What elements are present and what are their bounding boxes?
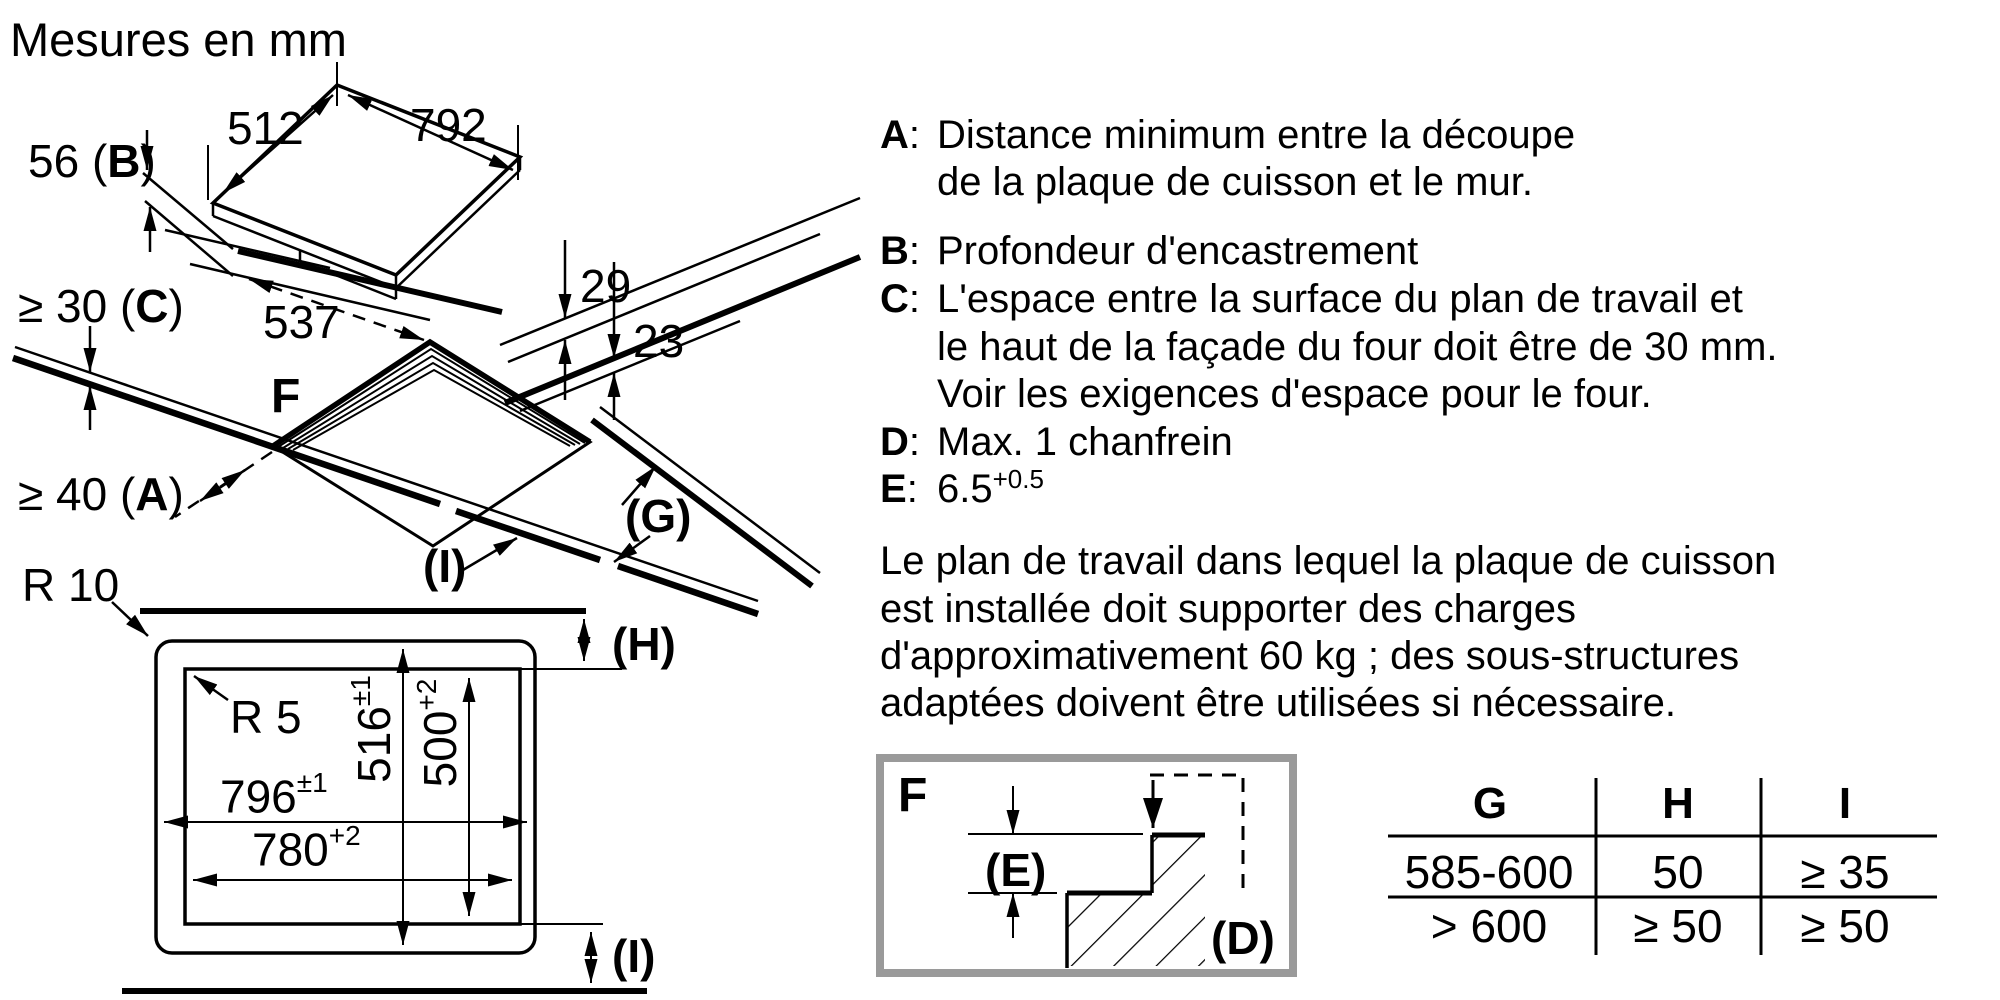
def-key-c: C: [880,277,921,321]
dim-500-label: $500^{+2}$ [410,678,467,788]
label-h: (H) [612,618,676,670]
iso-cutout-opening [273,342,590,546]
def-key-a: A: [880,113,921,157]
note-line2: est installée doit supporter des charges [880,587,1576,631]
table-cell-r1-h: 50 [1652,846,1704,898]
dim-796-label: $796^{\pm 1}$ [220,767,328,823]
note-line3: d'approximativement 60 kg ; des sous-structures [880,634,1740,678]
def-key-b: B: [880,229,921,273]
def-key-d: D: [880,420,921,464]
table-cell-r2-g: > 600 [1430,900,1548,952]
def-a-line2: de la plaque de cuisson et le mur. [937,160,1533,204]
plan-view-cutout [112,602,647,991]
note-line4: adaptées doivent être utilisées si nécessaire. [880,681,1677,725]
dim-792-label: 792 [410,99,487,151]
table-cell-r2-h: ≥ 50 [1633,900,1723,952]
detail-ref-f-label: F [271,370,301,423]
label-i-plan: (I) [612,930,656,982]
dim-29-label: 29 [580,260,632,312]
radius-r5-label: R 5 [230,691,302,743]
def-c-line1: L'espace entre la surface du plan de travail et [937,277,1743,321]
page-title: Mesures en mm [10,13,347,66]
dim-512-label: 512 [227,102,304,154]
dim-b-label: 56 (B) [28,135,156,187]
table-cell-r1-i: ≥ 35 [1800,846,1890,898]
table-header-h: H [1662,779,1694,828]
table-cell-r1-g: 585-600 [1404,846,1574,898]
def-key-e: E: [880,467,918,511]
dim-c-label: ≥ 30 (C) [18,280,184,332]
def-d-line1: Max. 1 chanfrein [937,420,1233,464]
detail-dim-e-label: (E) [985,844,1047,896]
label-i-iso: (I) [423,540,467,592]
note-line1: Le plan de travail dans lequel la plaque de cuisson [880,539,1777,583]
dim-516-label: $516^{\pm 1}$ [344,675,401,783]
dim-537-label: 537 [263,296,340,348]
table-cell-r2-i: ≥ 50 [1800,900,1890,952]
dim-780-label: $780^{+2}$ [252,820,361,876]
table-header-g: G [1472,779,1508,828]
radius-r10-label: R 10 [22,559,120,611]
detail-dim-d-label: (D) [1211,912,1275,964]
table-header-i: I [1838,779,1852,828]
def-c-line2: le haut de la façade du four doit être de 30 mm. [937,325,1778,369]
detail-f-label: F [898,769,928,822]
def-c-line3: Voir les exigences d'espace pour le four. [937,372,1652,416]
label-g: (G) [625,490,692,542]
def-b-line1: Profondeur d'encastrement [937,229,1419,273]
def-a-line1: Distance minimum entre la découpe [937,113,1576,157]
dim-23-label: 23 [633,315,685,367]
dim-a-label: ≥ 40 (A) [18,468,184,520]
def-e-value: $6.5^{+0.5}$ [937,464,1044,511]
